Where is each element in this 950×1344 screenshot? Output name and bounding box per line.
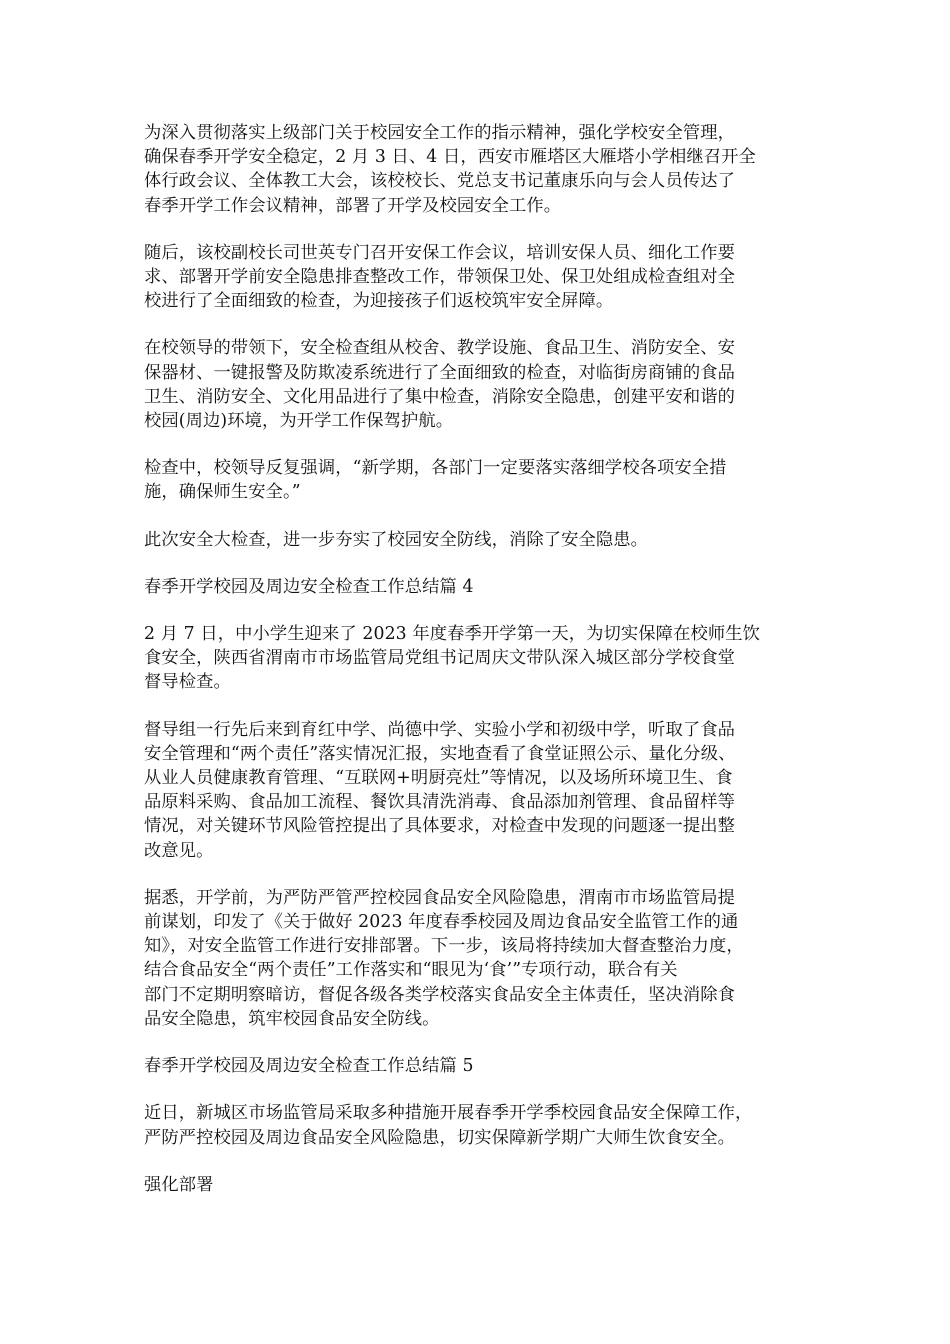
text-line: 从业人员健康教育管理、“互联网+明厨亮灶”等情况，以及场所环境卫生、食 [144, 768, 733, 789]
text-line: 前谋划，印发了《关于做好 2023 年度春季校园及周边食品安全监管工作的通 [144, 912, 739, 933]
text-line: 结合食品安全“两个责任”工作落实和“眼见为‘食’”专项行动，联合有关 [144, 960, 678, 981]
paragraph [144, 241, 824, 314]
text-line: 2 月 7 日，中小学生迎来了 2023 年度春季开学第一天，为切实保障在校师生饮 [144, 624, 760, 645]
document-body [144, 121, 824, 1220]
paragraph [144, 575, 824, 599]
text-line: 春季开学校园及周边安全检查工作总结篇 4 [144, 576, 474, 597]
text-line: 在校领导的带领下，安全检查组从校舍、教学设施、食品卫生、消防安全、安 [144, 338, 735, 359]
text-line: 为深入贯彻落实上级部门关于校园安全工作的指示精神，强化学校安全管理， [144, 123, 735, 143]
paragraph [144, 1054, 824, 1078]
text-line: 改意见。 [144, 840, 214, 861]
text-line: 春季开学校园及周边安全检查工作总结篇 5 [144, 1056, 474, 1077]
paragraph [144, 886, 824, 1031]
text-line: 食安全，陕西省渭南市市场监管局党组书记周庆文带队深入城区部分学校食堂 [144, 648, 735, 669]
text-line: 安全管理和“两个责任”落实情况汇报，实地查看了食堂证照公示、量化分级、 [144, 743, 736, 764]
text-line: 春季开学工作会议精神，部署了开学及校园安全工作。 [144, 195, 562, 216]
paragraph [144, 718, 824, 863]
paragraph [144, 622, 824, 695]
paragraph [144, 456, 824, 504]
paragraph [144, 1101, 824, 1149]
text-line: 校进行了全面细致的检查，为迎接孩子们返校筑牢安全屏障。 [144, 291, 614, 312]
text-line: 品安全隐患，筑牢校园食品安全防线。 [144, 1008, 440, 1029]
text-line: 据悉，开学前，为严防严管严控校园食品安全风险隐患，渭南市市场监管局提 [144, 887, 735, 908]
paragraph [144, 528, 824, 552]
text-line: 施，确保师生安全。” [144, 482, 301, 503]
text-line: 督导组一行先后来到育红中学、尚德中学、实验小学和初级中学，听取了食品 [144, 719, 735, 740]
text-line: 校园(周边)环境，为开学工作保驾护航。 [144, 411, 454, 432]
text-line: 体行政会议、全体教工大会，该校校长、党总支书记董康乐向与会人员传达了 [144, 171, 735, 192]
text-line: 部门不定期明察暗访，督促各级各类学校落实食品安全主体责任，坚决消除食 [144, 984, 735, 1005]
paragraph [144, 336, 824, 433]
text-line: 近日，新城区市场监管局采取多种措施开展春季开学季校园食品安全保障工作， [144, 1103, 753, 1124]
text-line: 督导检查。 [144, 672, 231, 693]
text-line: 求、部署开学前安全隐患排查整改工作，带领保卫处、保卫处组成检查组对全 [144, 267, 735, 288]
text-line: 品原料采购、食品加工流程、餐饮具清洗消毒、食品添加剂管理、食品留样等 [144, 792, 735, 813]
paragraph [144, 121, 824, 218]
text-line: 保器材、一键报警及防欺凌系统进行了全面细致的检查，对临街房商铺的食品 [144, 362, 735, 383]
paragraph [144, 1173, 824, 1197]
text-line: 强化部署 [144, 1174, 214, 1195]
text-line: 卫生、消防安全、文化用品进行了集中检查，消除安全隐患，创建平安和谐的 [144, 386, 735, 407]
text-line: 严防严控校园及周边食品安全风险隐患，切实保障新学期广大师生饮食安全。 [144, 1127, 735, 1148]
text-line: 情况，对关键环节风险管控提出了具体要求，对检查中发现的问题逐一提出整 [144, 816, 735, 837]
text-line: 确保春季开学安全稳定，2 月 3 日、4 日，西安市雁塔区大雁塔小学相继召开全 [144, 147, 756, 168]
text-line: 随后，该校副校长司世英专门召开安保工作会议，培训安保人员、细化工作要 [144, 242, 735, 263]
text-line: 此次安全大检查，进一步夯实了校园安全防线，消除了安全隐患。 [144, 529, 649, 550]
text-line: 检查中，校领导反复强调，“新学期，各部门一定要落实落细学校各项安全措 [144, 458, 727, 479]
text-line: 知》，对安全监管工作进行安排部署。下一步，该局将持续加大督查整治力度， [144, 936, 744, 957]
